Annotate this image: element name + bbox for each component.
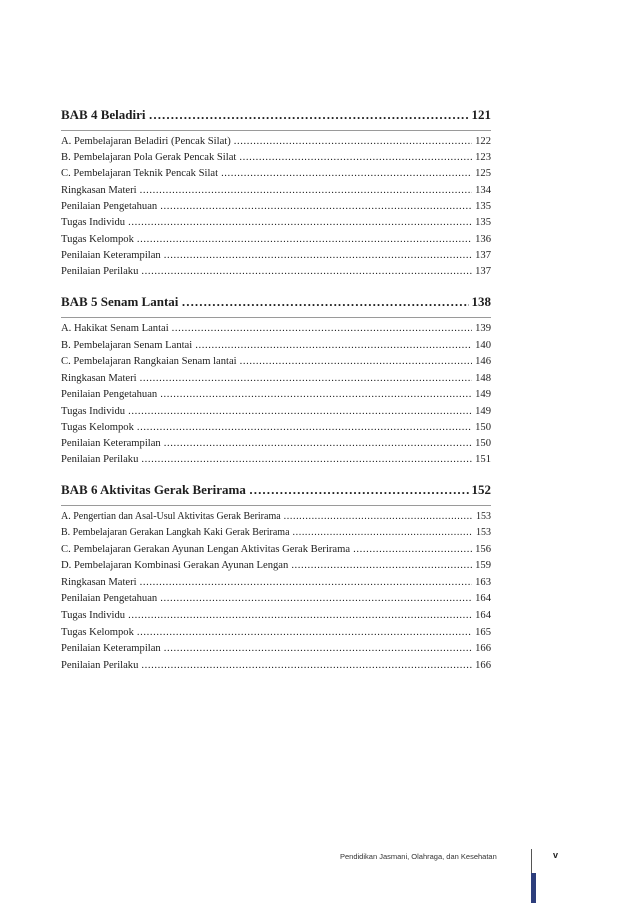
leader-dots (164, 436, 472, 452)
entry-label: Tugas Kelompok (61, 627, 134, 638)
toc-entry[interactable] (61, 371, 491, 387)
leader-dots (137, 625, 472, 641)
leader-dots (293, 525, 473, 541)
toc-entry[interactable] (61, 215, 491, 231)
entry-label: Penilaian Perilaku (61, 454, 139, 465)
leader-dots (160, 387, 472, 403)
entry-page: 153 (476, 527, 491, 538)
entry-page: 135 (475, 201, 491, 212)
entry-label: A. Pembelajaran Beladiri (Pencak Silat) (61, 136, 231, 147)
entry-label: Tugas Individu (61, 610, 126, 621)
entry-label: C. Pembelajaran Rangkaian Senam lantai (61, 356, 237, 367)
entry-label: Penilaian Pengetahuan (61, 389, 158, 400)
entry-page: 149 (475, 406, 491, 417)
entry-label: Ringkasan Materi (61, 373, 137, 384)
leader-dots (140, 371, 472, 387)
toc-entry[interactable] (61, 558, 491, 574)
footer-divider (531, 849, 532, 873)
entry-label: A. Hakikat Senam Lantai (61, 323, 169, 334)
toc-entry[interactable] (61, 134, 491, 150)
heading-rule (61, 130, 491, 131)
chapter-heading[interactable] (61, 481, 491, 499)
leader-dots (137, 232, 472, 248)
entry-page: 149 (475, 389, 491, 400)
leader-dots (140, 183, 472, 199)
toc-entry[interactable] (61, 183, 491, 199)
toc-entry[interactable] (61, 575, 491, 591)
leader-dots (221, 166, 472, 182)
entry-page: 140 (475, 340, 491, 351)
entry-label: Penilaian Perilaku (61, 660, 139, 671)
leader-dots (141, 264, 472, 280)
entry-label: Penilaian Keterampilan (61, 643, 161, 654)
entry-page: 139 (475, 323, 491, 334)
entry-page: 146 (475, 356, 491, 367)
leader-dots (234, 134, 472, 150)
entry-label: C. Pembelajaran Teknik Pencak Silat (61, 168, 219, 179)
chapter-page: 121 (471, 107, 491, 122)
entry-label: Tugas Individu (61, 217, 126, 228)
entry-page: 122 (475, 136, 491, 147)
entry-label: Ringkasan Materi (61, 577, 137, 588)
toc-entry[interactable] (61, 338, 491, 354)
leader-dots (128, 608, 472, 624)
leader-dots (240, 354, 472, 370)
leader-dots (128, 404, 472, 420)
footer-book-title: Pendidikan Jasmani, Olahraga, dan Kesehatan (340, 852, 497, 861)
leader-dots (141, 452, 472, 468)
leader-dots (353, 542, 472, 558)
leader-dots (172, 321, 472, 337)
entry-label: Tugas Kelompok (61, 234, 134, 245)
heading-rule (61, 505, 491, 506)
chapter-page: 138 (471, 294, 491, 309)
toc-entry[interactable] (61, 542, 491, 558)
leader-dots (149, 106, 469, 124)
chapter-heading[interactable] (61, 293, 491, 311)
toc-entry[interactable] (61, 264, 491, 280)
leader-dots (181, 293, 468, 311)
leader-dots (164, 641, 472, 657)
entry-page: 151 (475, 454, 491, 465)
toc-entry[interactable] (61, 404, 491, 420)
entry-label: Penilaian Keterampilan (61, 438, 161, 449)
entry-page: 123 (475, 152, 491, 163)
toc-entry[interactable] (61, 436, 491, 452)
leader-dots (284, 509, 473, 525)
entry-page: 134 (475, 185, 491, 196)
toc-entry[interactable] (61, 387, 491, 403)
entry-page: 159 (475, 560, 491, 571)
leader-dots (160, 591, 472, 607)
toc-entry[interactable] (61, 232, 491, 248)
entry-label: B. Pembelajaran Senam Lantai (61, 340, 193, 351)
toc-entry[interactable] (61, 658, 491, 674)
toc-entry[interactable] (61, 166, 491, 182)
entry-label: Penilaian Pengetahuan (61, 593, 158, 604)
entry-page: 135 (475, 217, 491, 228)
entry-label: B. Pembelajaran Gerakan Langkah Kaki Gerak Berirama (61, 527, 290, 538)
entry-page: 137 (475, 266, 491, 277)
leader-dots (249, 481, 469, 499)
toc-entry[interactable] (61, 321, 491, 337)
chapter-page: 152 (471, 482, 491, 497)
entry-label: C. Pembelajaran Gerakan Ayunan Lengan Aktivitas Gerak Berirama (61, 544, 351, 555)
toc-entry[interactable] (61, 354, 491, 370)
entry-page: 164 (475, 610, 491, 621)
entry-page: 150 (475, 422, 491, 433)
toc-entry[interactable] (61, 591, 491, 607)
toc-entry[interactable] (61, 452, 491, 468)
entry-page: 125 (475, 168, 491, 179)
entry-page: 165 (475, 627, 491, 638)
entry-label: Penilaian Perilaku (61, 266, 139, 277)
entry-page: 137 (475, 250, 491, 261)
entry-page: 156 (475, 544, 491, 555)
entry-page: 136 (475, 234, 491, 245)
toc-entry[interactable] (61, 641, 491, 657)
leader-dots (140, 575, 472, 591)
leader-dots (239, 150, 472, 166)
entry-page: 148 (475, 373, 491, 384)
leader-dots (160, 199, 472, 215)
leader-dots (195, 338, 472, 354)
entry-label: Tugas Individu (61, 406, 126, 417)
footer-page-number: v (553, 850, 559, 860)
entry-page: 166 (475, 643, 491, 654)
toc-entry[interactable] (61, 525, 491, 541)
entry-page: 163 (475, 577, 491, 588)
chapter-heading[interactable] (61, 106, 491, 124)
chapter-title: BAB 4 Beladiri (61, 107, 146, 122)
leader-dots (141, 658, 472, 674)
footer-accent-bar (531, 873, 536, 903)
leader-dots (128, 215, 472, 231)
entry-label: A. Pengertian dan Asal-Usul Aktivitas Gerak Berirama (61, 511, 281, 522)
toc-entry[interactable] (61, 420, 491, 436)
entry-label: Penilaian Pengetahuan (61, 201, 158, 212)
toc-entry[interactable] (61, 199, 491, 215)
leader-dots (164, 248, 472, 264)
entry-label: D. Pembelajaran Kombinasi Gerakan Ayunan Lengan (61, 560, 289, 571)
toc-entry[interactable] (61, 150, 491, 166)
toc-entry[interactable] (61, 625, 491, 641)
entry-label: Penilaian Keterampilan (61, 250, 161, 261)
toc-entry[interactable] (61, 509, 491, 525)
entry-page: 153 (476, 511, 491, 522)
chapter-title: BAB 6 Aktivitas Gerak Berirama (61, 482, 246, 497)
heading-rule (61, 317, 491, 318)
leader-dots (137, 420, 472, 436)
leader-dots (291, 558, 472, 574)
entry-page: 164 (475, 593, 491, 604)
toc-entry[interactable] (61, 608, 491, 624)
chapter-title: BAB 5 Senam Lantai (61, 294, 179, 309)
entry-label: Ringkasan Materi (61, 185, 137, 196)
entry-label: B. Pembelajaran Pola Gerak Pencak Silat (61, 152, 237, 163)
toc-entry[interactable] (61, 248, 491, 264)
entry-page: 166 (475, 660, 491, 671)
entry-label: Tugas Kelompok (61, 422, 134, 433)
entry-page: 150 (475, 438, 491, 449)
